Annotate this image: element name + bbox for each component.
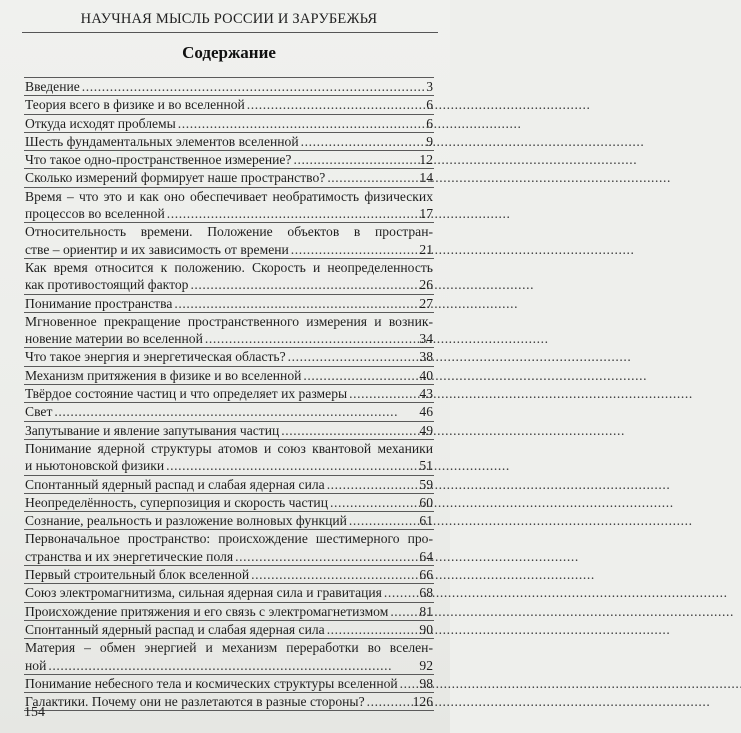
toc-entry-page: 38 (419, 349, 433, 365)
table-of-contents (24, 77, 434, 711)
dot-leader (247, 96, 424, 113)
toc-entry-page: 61 (419, 513, 433, 529)
toc-entry (24, 95, 434, 113)
toc-entry-page: 26 (419, 277, 433, 293)
toc-entry-page: 17 (419, 206, 433, 222)
toc-entry (24, 258, 434, 294)
toc-entry-title: Понимание пространства (25, 295, 173, 311)
toc-entry (24, 511, 434, 529)
toc-entry (24, 187, 434, 223)
toc-entry-title: Понимание небесного тела и космических структуры вселенной (25, 675, 398, 691)
toc-entry-title-line1: Понимание ядерной структуры атомов и союз квантовой механики (25, 440, 433, 456)
toc-entry (24, 384, 434, 402)
toc-entry (24, 475, 434, 493)
dot-leader (293, 151, 417, 168)
toc-entry-title: Введение (25, 79, 80, 94)
toc-entry-page: 9 (426, 133, 433, 149)
dot-leader (48, 657, 417, 674)
dot-leader (281, 422, 417, 439)
toc-entry-title-line1: Как время относится к положению. Скорость и неопределенность (25, 259, 433, 275)
toc-entry-page: 49 (419, 422, 433, 438)
toc-entry-title-line1: Мгновенное прекращение пространственного измерения и возник- (25, 313, 433, 329)
toc-entry-title-line2: ной (25, 657, 47, 673)
toc-entry-page: 14 (419, 170, 433, 186)
dot-leader (174, 295, 417, 312)
toc-entry-page: 51 (419, 458, 433, 474)
toc-entry-title: Союз электромагнитизма, сильная ядерная сила и гравитация (25, 585, 382, 601)
toc-entry (24, 294, 434, 312)
toc-entry (24, 620, 434, 638)
dot-leader (327, 476, 418, 493)
toc-entry-page: 98 (419, 675, 433, 691)
toc-entry-title-line1: Время – что это и как оно обеспечивает необратимость физических (25, 188, 433, 204)
toc-entry-page: 81 (419, 603, 433, 619)
toc-entry (24, 77, 434, 95)
toc-entry-page: 6 (426, 97, 433, 113)
toc-entry (24, 132, 434, 150)
toc-entry-page: 46 (419, 404, 433, 420)
toc-entry-title-line1: Относительность времени. Положение объектов в простран- (25, 224, 433, 240)
toc-entry (24, 150, 434, 168)
toc-entry-title: Происхождение притяжения и его связь с электромагнетизмом (25, 603, 389, 619)
dot-leader (349, 512, 418, 529)
toc-entry (24, 222, 434, 258)
dot-leader (349, 385, 417, 402)
toc-entry-title: Сознание, реальность и разложение волновых функций (25, 513, 347, 529)
page-number: 154 (24, 705, 45, 720)
dot-leader (384, 584, 417, 601)
dot-leader (288, 348, 418, 365)
toc-entry-title: Свет (25, 404, 53, 420)
toc-entry-page: 6 (426, 115, 433, 131)
toc-entry-page: 3 (426, 79, 433, 94)
toc-title: Содержание (182, 43, 276, 62)
dot-leader (82, 78, 424, 95)
toc-entry-title: Первый строительный блок вселенной (25, 567, 250, 583)
toc-entry (24, 583, 434, 601)
dot-leader (303, 367, 417, 384)
dot-leader (235, 548, 417, 565)
toc-entry-title-line1: Первоначальное пространство: происхождение шестимерного про- (25, 531, 433, 547)
toc-entry (24, 421, 434, 439)
dot-leader (301, 133, 425, 150)
toc-entry (24, 602, 434, 620)
toc-entry (24, 529, 434, 565)
toc-entry-title: Что такое энергия и энергетическая область? (25, 349, 286, 365)
toc-entry-title: Твёрдое состояние частиц и что определяет их размеры (25, 386, 348, 402)
toc-entry-page: 43 (419, 386, 433, 402)
toc-entry-title: Механизм притяжения в физике и во вселенной (25, 367, 302, 383)
dot-leader (166, 457, 417, 474)
toc-entry-title: Спонтанный ядерный распад и слабая ядерная сила (25, 621, 325, 637)
toc-entry-title: Галактики. Почему они не разлетаются в разные стороны? (25, 694, 365, 710)
toc-entry (24, 312, 434, 348)
toc-entry-title-line1: Материя – обмен энергией и механизм переработки во вселен- (25, 640, 433, 656)
toc-entry-title: Что такое одно-пространственное измерение? (25, 152, 292, 168)
dot-leader (330, 494, 417, 511)
toc-entry-page: 40 (419, 367, 433, 383)
toc-entry (24, 168, 434, 186)
toc-entry-title: Откуда исходят проблемы (25, 115, 176, 131)
toc-entry-page: 66 (419, 567, 433, 583)
toc-entry (24, 366, 434, 384)
dot-leader (400, 675, 418, 692)
toc-entry-title-line2: и ньютоновской физики (25, 458, 165, 474)
toc-entry (24, 347, 434, 365)
toc-entry-title: Запутывание и явление запутывания частиц (25, 422, 280, 438)
dot-leader (390, 603, 417, 620)
toc-entry-title-line2: стве – ориентир и их зависимость от времени (25, 241, 289, 257)
toc-entry-title: Теория всего в физике и во вселенной (25, 97, 245, 113)
toc-entry-page: 12 (419, 152, 433, 168)
dot-leader (54, 403, 417, 420)
toc-entry (24, 439, 434, 475)
dot-leader (367, 693, 411, 710)
toc-entry-page: 68 (419, 585, 433, 601)
toc-entry-page: 60 (419, 494, 433, 510)
dot-leader (327, 169, 417, 186)
dot-leader (291, 241, 418, 258)
toc-entry-page: 27 (419, 295, 433, 311)
dot-leader (190, 276, 417, 293)
toc-entry-page: 92 (419, 657, 433, 673)
toc-entry-page: 64 (419, 548, 433, 564)
dot-leader (205, 330, 418, 347)
toc-entry (24, 674, 434, 692)
toc-entry-page: 59 (419, 476, 433, 492)
header-rule (22, 32, 438, 33)
toc-entry-page: 21 (419, 241, 433, 257)
dot-leader (251, 566, 417, 583)
toc-entry (24, 692, 434, 711)
toc-entry-title: Спонтанный ядерный распад и слабая ядерная сила (25, 476, 325, 492)
toc-entry (24, 402, 434, 420)
dot-leader (178, 115, 424, 132)
toc-entry-title-line2: процессов во вселенной (25, 206, 165, 222)
toc-entry-title: Шесть фундаментальных элементов вселенной (25, 133, 299, 149)
dot-leader (167, 205, 418, 222)
toc-entry-title-line2: новение материи во вселенной (25, 331, 203, 347)
toc-entry (24, 493, 434, 511)
dot-leader (327, 621, 418, 638)
running-header: НАУЧНАЯ МЫСЛЬ РОССИИ И ЗАРУБЕЖЬЯ (80, 11, 378, 27)
toc-entry (24, 638, 434, 674)
toc-entry-page: 126 (412, 694, 433, 710)
toc-entry (24, 565, 434, 583)
toc-entry-title: Неопределённость, суперпозиция и скорость частиц (25, 494, 328, 510)
toc-entry-page: 34 (419, 331, 433, 347)
toc-entry-page: 90 (419, 621, 433, 637)
toc-entry (24, 114, 434, 132)
toc-entry-title-line2: странства и их энергетические поля (25, 548, 234, 564)
toc-entry-title: Сколько измерений формирует наше пространство? (25, 170, 326, 186)
toc-entry-title-line2: как противостоящий фактор (25, 277, 189, 293)
